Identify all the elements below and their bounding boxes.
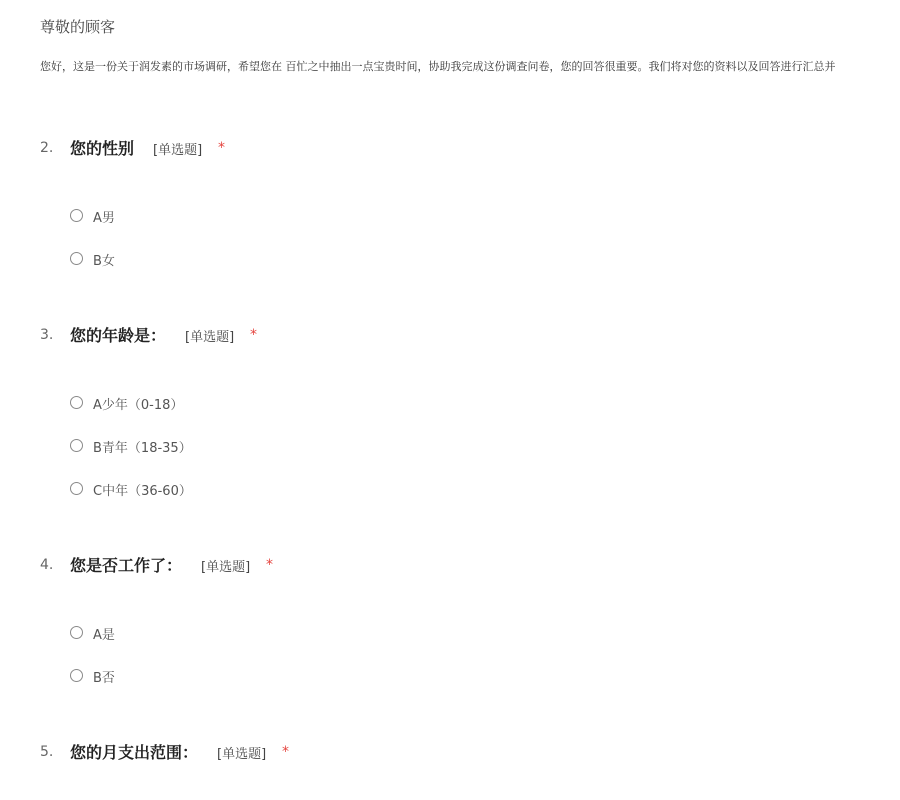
question-number: 2. — [40, 140, 54, 156]
question-type-label: [单选题] — [153, 143, 203, 158]
question-title: 您的月支出范围： — [70, 743, 199, 762]
question-number: 3. — [40, 327, 54, 343]
option-age-youth[interactable] — [70, 394, 370, 414]
question-2 — [0, 136, 900, 276]
radio-button[interactable] — [70, 396, 83, 409]
question-title: 您的性别 — [70, 139, 135, 158]
option-label: C中年（36-60） — [93, 484, 192, 499]
question-number: 5. — [40, 744, 54, 760]
question-type-label: [单选题] — [185, 330, 235, 345]
option-male[interactable] — [70, 207, 370, 227]
required-marker: * — [218, 140, 225, 156]
radio-button[interactable] — [70, 252, 83, 265]
question-4 — [0, 553, 900, 693]
question-header — [0, 136, 900, 160]
option-label: B青年（18-35） — [93, 441, 192, 456]
option-label: A是 — [93, 628, 115, 643]
option-label: B女 — [93, 254, 115, 269]
question-number: 4. — [40, 557, 54, 573]
question-header — [0, 323, 900, 347]
question-title: 您的年龄是： — [70, 326, 167, 345]
option-label: A少年（0-18） — [93, 398, 184, 413]
question-title: 您是否工作了： — [70, 556, 183, 575]
radio-button[interactable] — [70, 439, 83, 452]
required-marker: * — [266, 557, 273, 573]
question-type-label: [单选题] — [217, 747, 267, 762]
option-employed-no[interactable] — [70, 667, 370, 687]
radio-button[interactable] — [70, 209, 83, 222]
radio-button[interactable] — [70, 482, 83, 495]
question-header — [0, 553, 900, 577]
option-employed-yes[interactable] — [70, 624, 370, 644]
radio-button[interactable] — [70, 626, 83, 639]
survey-intro: 您好，这是一份关于润发素的市场调研，希望您在 百忙之中抽出一点宝贵时间，协助我完成这份调查问卷，您的回答很重要。我们将对您的资料以及回答进行汇总并 — [40, 60, 836, 73]
radio-button[interactable] — [70, 669, 83, 682]
question-5 — [0, 740, 900, 780]
option-female[interactable] — [70, 250, 370, 270]
question-type-label: [单选题] — [201, 560, 251, 575]
question-header — [0, 740, 900, 764]
required-marker: * — [282, 744, 289, 760]
option-label: A男 — [93, 211, 115, 226]
question-3 — [0, 323, 900, 503]
option-label: B否 — [93, 671, 115, 686]
option-age-middle[interactable] — [70, 480, 370, 500]
survey-greeting: 尊敬的顾客 — [40, 18, 116, 36]
option-age-young-adult[interactable] — [70, 437, 370, 457]
required-marker: * — [250, 327, 257, 343]
